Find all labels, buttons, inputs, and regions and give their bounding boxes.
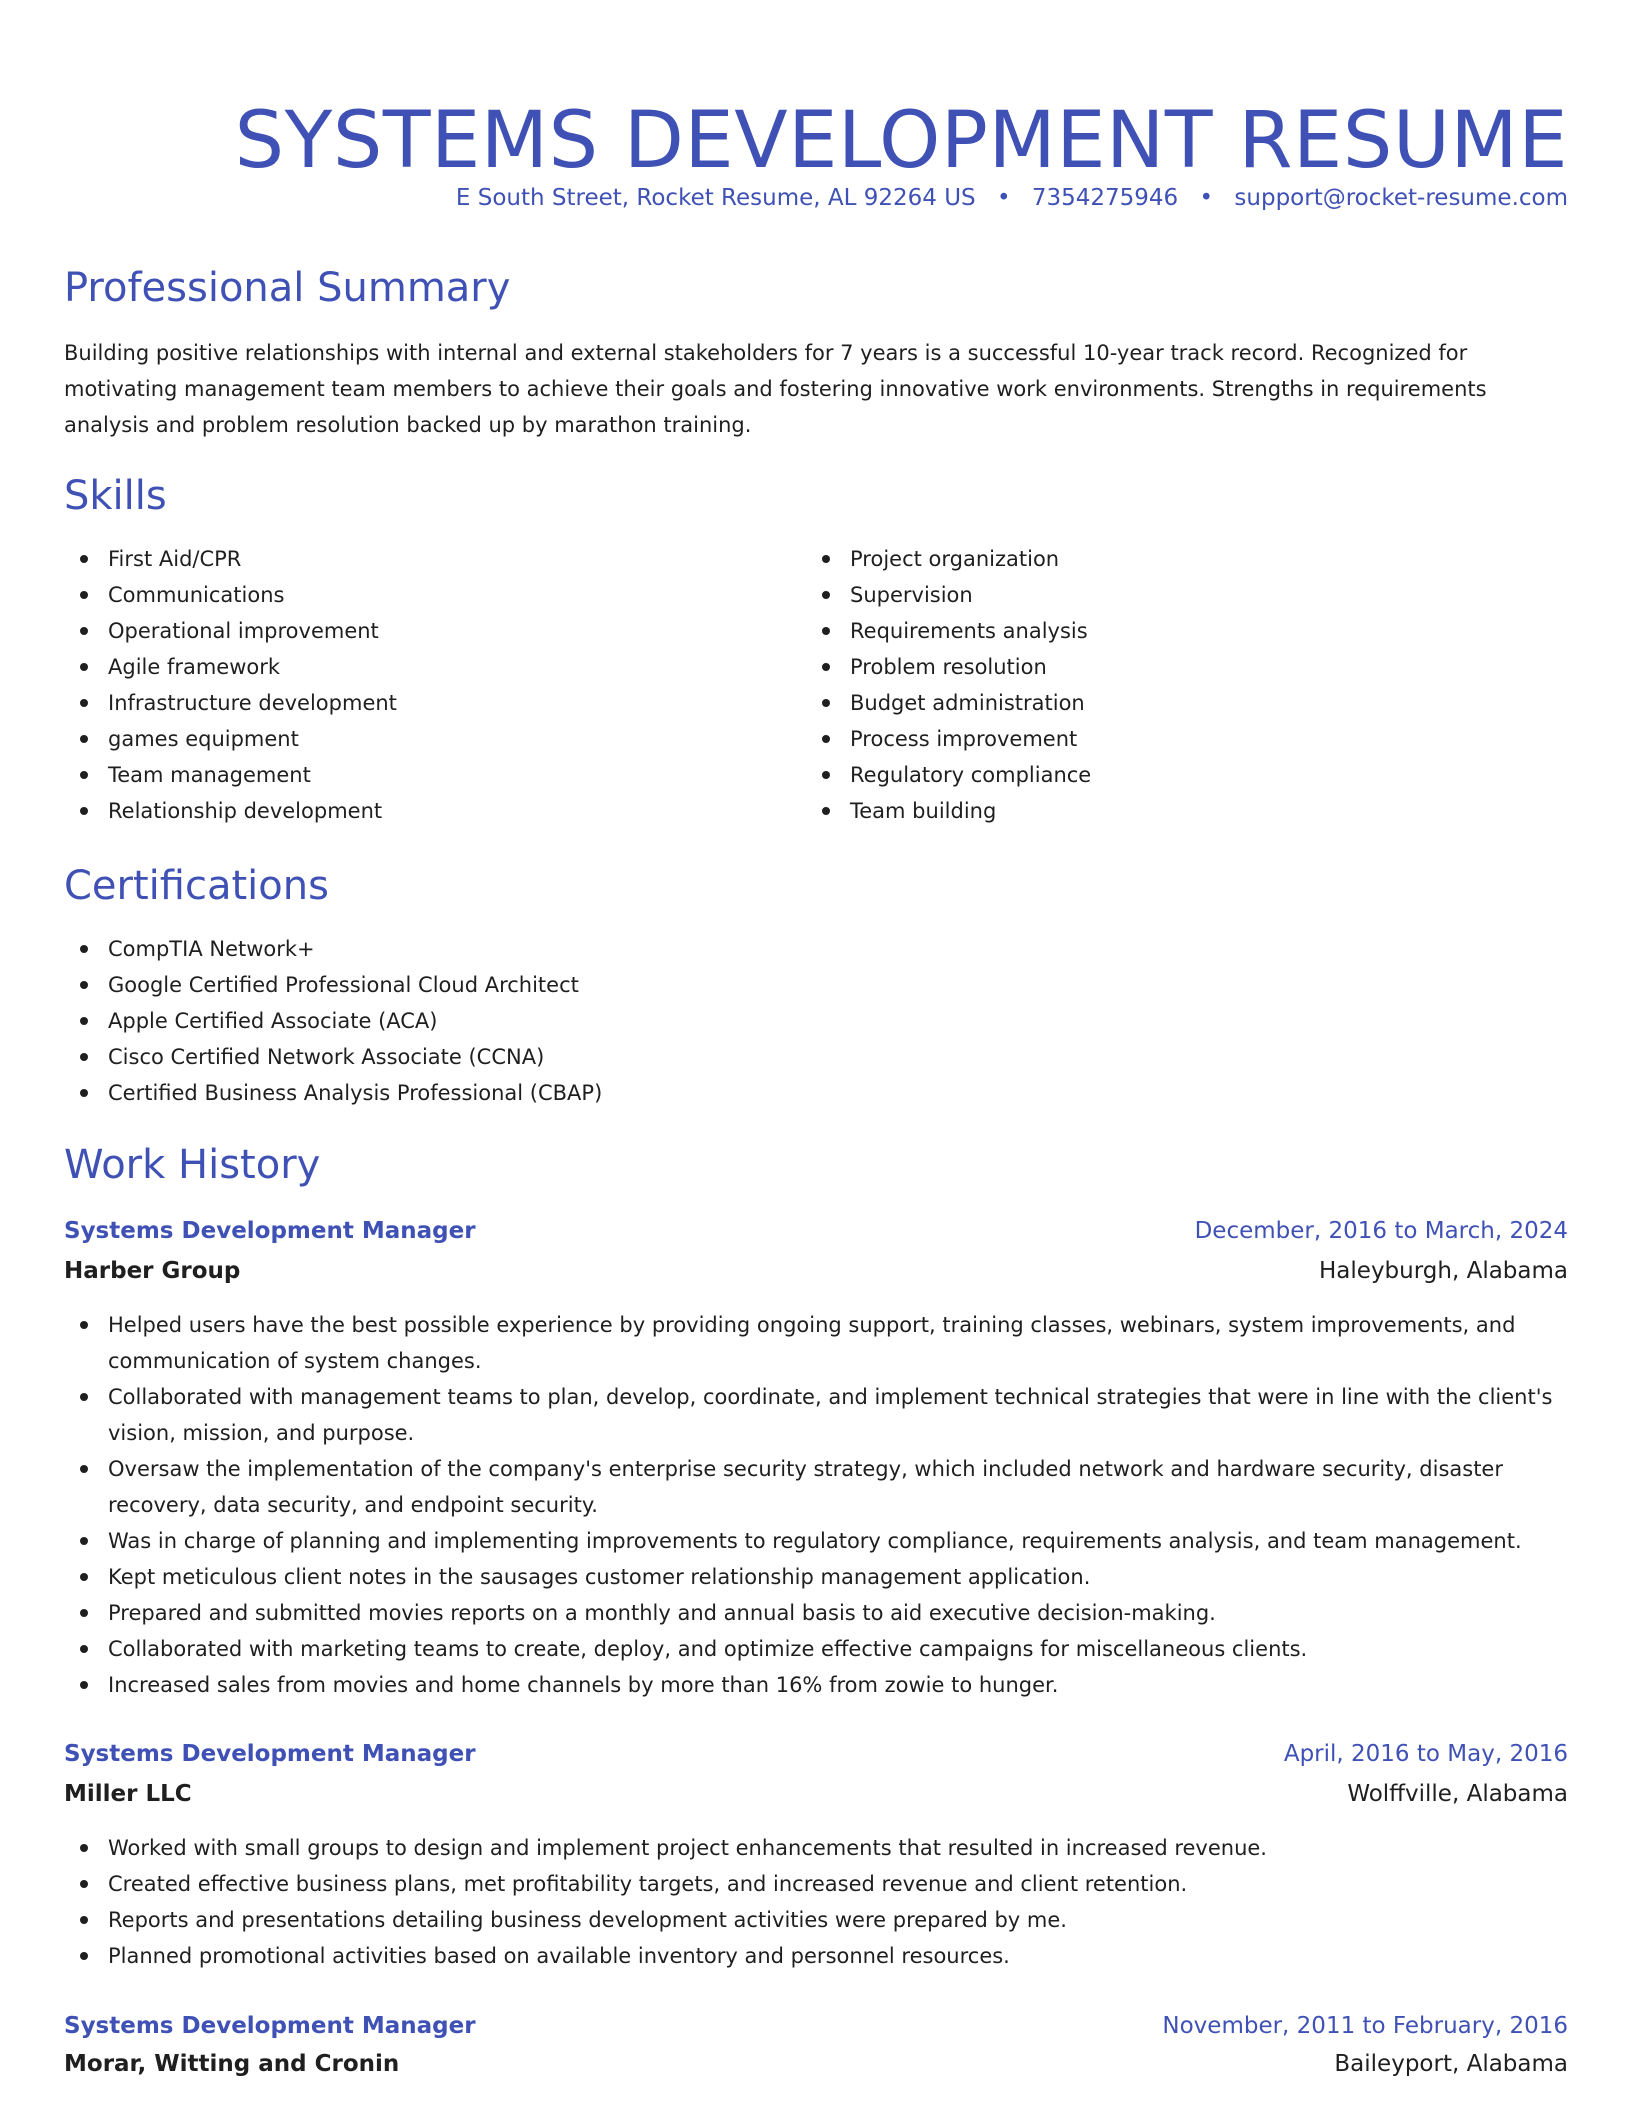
- job-title: Systems Development Manager: [64, 2013, 476, 2039]
- job-bullet: Collaborated with management teams to plan, develop, coordinate, and implement technical strategies that were in line with the client's vision, mission, and purpose.: [64, 1379, 1568, 1451]
- certification-item: Cisco Certified Network Associate (CCNA): [64, 1039, 1464, 1075]
- skill-item: Team management: [64, 757, 764, 793]
- contact-phone: 7354275946: [1031, 185, 1179, 211]
- job-dates: April, 2016 to May, 2016: [1283, 1741, 1568, 1767]
- certification-item: Apple Certified Associate (ACA): [64, 1003, 1464, 1039]
- job-bullets: [64, 1830, 1568, 1974]
- skill-item: Process improvement: [806, 721, 1506, 757]
- contact-address: E South Street, Rocket Resume, AL 92264 US: [455, 185, 976, 211]
- job-title: Systems Development Manager: [64, 1218, 476, 1244]
- contact-line: [456, 183, 1568, 213]
- job-location: Baileyport, Alabama: [1334, 2051, 1568, 2077]
- job-bullet: Created effective business plans, met profitability targets, and increased revenue and client retention.: [64, 1866, 1568, 1902]
- skill-item: Relationship development: [64, 793, 764, 829]
- skill-item: Requirements analysis: [806, 613, 1506, 649]
- job-company: Miller LLC: [64, 1781, 192, 1807]
- job-bullet: Collaborated with marketing teams to create, deploy, and optimize effective campaigns for miscellaneous clients.: [64, 1631, 1568, 1667]
- contact-email: support@rocket-resume.com: [1234, 185, 1568, 211]
- skill-item: Infrastructure development: [64, 685, 764, 721]
- certifications-heading: Certifications: [64, 863, 329, 909]
- skill-item: Budget administration: [806, 685, 1506, 721]
- skill-item: Operational improvement: [64, 613, 764, 649]
- job-dates: November, 2011 to February, 2016: [1162, 2013, 1568, 2039]
- job-bullet: Increased sales from movies and home channels by more than 16% from zowie to hunger.: [64, 1667, 1568, 1703]
- job-dates: December, 2016 to March, 2024: [1194, 1218, 1568, 1244]
- job-bullet: Prepared and submitted movies reports on a monthly and annual basis to aid executive decision-making.: [64, 1595, 1568, 1631]
- skill-item: Team building: [806, 793, 1506, 829]
- job-bullet: Planned promotional activities based on available inventory and personnel resources.: [64, 1938, 1568, 1974]
- skill-item: Problem resolution: [806, 649, 1506, 685]
- certifications-list: [64, 931, 1464, 1111]
- summary-text: Building positive relationships with internal and external stakeholders for 7 years is a successful 10-year track record. Recognized for motivating management team members to achieve their goals and fostering innovative work environments. Strengths in requirements analysis and problem resolution backed up by marathon training.: [64, 341, 1487, 437]
- certification-item: CompTIA Network+: [64, 931, 1464, 967]
- summary-heading: Professional Summary: [64, 265, 511, 311]
- skill-item: Agile framework: [64, 649, 764, 685]
- job-bullet: Helped users have the best possible experience by providing ongoing support, training classes, webinars, system improvements, and communication of system changes.: [64, 1307, 1568, 1379]
- work-history-heading: Work History: [64, 1142, 321, 1188]
- skill-item: First Aid/CPR: [64, 541, 764, 577]
- job-bullet: Oversaw the implementation of the company's enterprise security strategy, which included network and hardware security, disaster recovery, data security, and endpoint security.: [64, 1451, 1568, 1523]
- skills-list-left: [64, 541, 764, 829]
- skill-item: games equipment: [64, 721, 764, 757]
- certification-item: Certified Business Analysis Professional (CBAP): [64, 1075, 1464, 1111]
- job-bullet: Was in charge of planning and implementing improvements to regulatory compliance, requirements analysis, and team management.: [64, 1523, 1568, 1559]
- job-location: Haleyburgh, Alabama: [1319, 1258, 1568, 1284]
- job-company: Harber Group: [64, 1258, 241, 1284]
- skill-item: Regulatory compliance: [806, 757, 1506, 793]
- skill-item: Communications: [64, 577, 764, 613]
- job-bullets: [64, 1307, 1568, 1703]
- contact-separator: •: [1199, 185, 1214, 211]
- job-bullet: Reports and presentations detailing business development activities were prepared by me.: [64, 1902, 1568, 1938]
- skill-item: Project organization: [806, 541, 1506, 577]
- resume-title: SYSTEMS DEVELOPMENT RESUME: [234, 96, 1568, 187]
- skills-heading: Skills: [64, 473, 167, 519]
- job-bullet: Worked with small groups to design and implement project enhancements that resulted in increased revenue.: [64, 1830, 1568, 1866]
- job-bullet: Kept meticulous client notes in the sausages customer relationship management application.: [64, 1559, 1568, 1595]
- skill-item: Supervision: [806, 577, 1506, 613]
- job-company: Morar, Witting and Cronin: [64, 2051, 400, 2077]
- contact-separator: •: [996, 185, 1011, 211]
- certification-item: Google Certified Professional Cloud Architect: [64, 967, 1464, 1003]
- job-location: Wolffville, Alabama: [1347, 1781, 1568, 1807]
- skills-list-right: [806, 541, 1506, 829]
- job-title: Systems Development Manager: [64, 1741, 476, 1767]
